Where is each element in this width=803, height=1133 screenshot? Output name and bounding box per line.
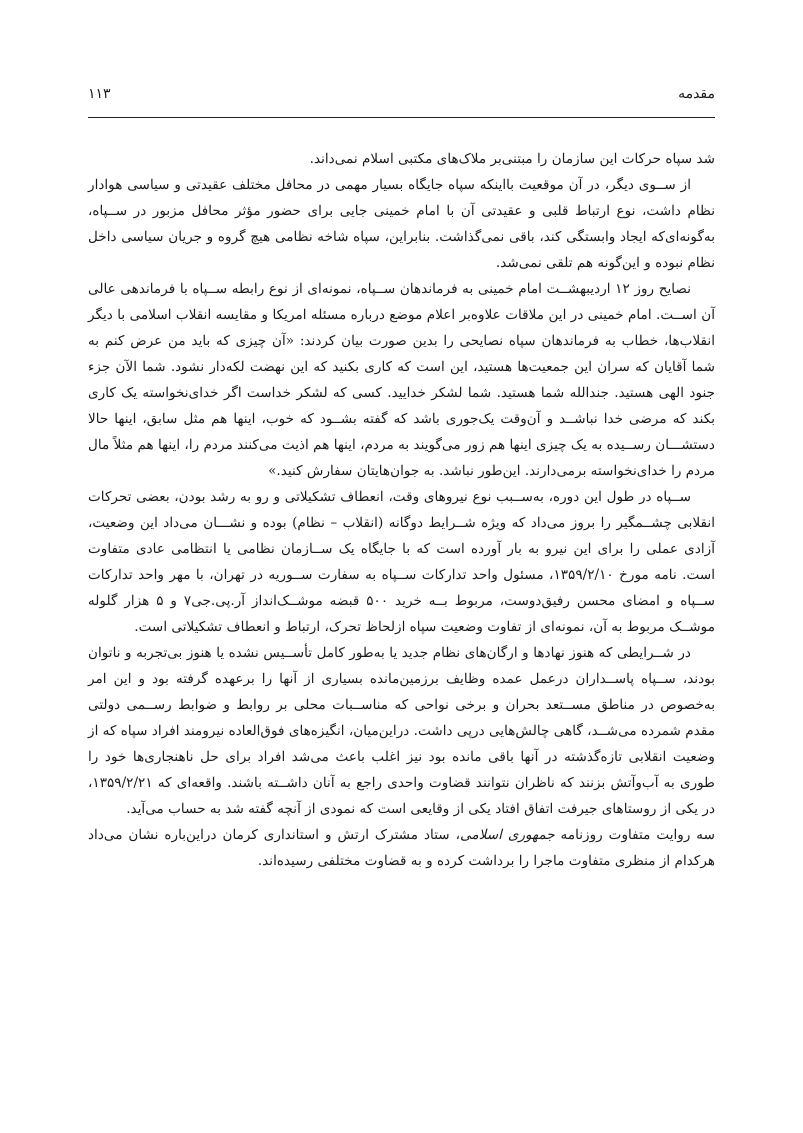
last-paragraph-after: ، ستاد مشترک ارتش و استانداری کرمان دراین‌باره نشان می‌داد هرکدام از منظری متفاوت ماجرا را برداشت کرده و به قضاوت مختلفی رسیده‌اند. xyxy=(88,827,715,869)
page-header xyxy=(88,86,715,110)
paragraph: در شــرایطی که هنوز نهادها و ارگان‌های نظام جدید یا به‌طور کامل تأســیس نشده یا هنوز بی‌تجربه و ناتوان بودند، ســپاه پاســداران درعمل عمده وظایف برزمین‌مانده بسیاری از آنها را برعهده گرفته بود و این امر به‌خصوص در مناطق مســتعد بحران و برخی نواحی که مناســبات محلی بر روابط و ضوابط رســمی دولتی مقدم شمرده می‌شــد، گاهی چالش‌هایی درپی داشت. دراین‌میان، انگیزه‌های فوق‌العاده نیرومند افراد سپاه که از وضعیت انقلابی تازه‌گذشته در آنها باقی مانده بود نیز اغلب باعث می‌شد افراد برای حل ناهنجاری‌ها خود را طوری به آب‌وآتش بزنند که ناظران نتوانند قضاوت واحدی راجع به آنان داشــته باشند. واقعه‌ای که ۱۳۵۹/۲/۲۱، در یکی از روستاهای جیرفت اتفاق افتاد یکی از وقایعی است که نمودی از آنچه گفته شد به حساب می‌آید. xyxy=(88,645,715,817)
paragraph-last xyxy=(88,822,715,874)
last-paragraph-before: سه روایت متفاوت روزنامه xyxy=(554,827,715,843)
running-title: مقدمه xyxy=(678,86,715,102)
body-text xyxy=(88,146,715,874)
paragraph: از ســوی دیگر، در آن موقعیت بااینکه سپاه جایگاه بسیار مهمی در محافل مختلف عقیدتی و سیاسی هوادار نظام داشت، نوع ارتباط قلبی و عقیدتی آن با امام خمینی جایی برای حضور مؤثر محافل مزبور در ســپاه، به‌گونه‌ای‌که ایجاد وابستگی کند، باقی نمی‌گذاشت. بنابراین، سپاه شاخه نظامی هیچ گروه و جریان سیاسی داخل نظام نبوده و این‌گونه هم تلقی نمی‌شد. xyxy=(88,177,715,271)
paragraph: ســپاه در طول این دوره، به‌ســبب نوع نیروهای وقت، انعطاف تشکیلاتی و رو به رشد بودن، بعضی تحرکات انقلابی چشــمگیر را بروز می‌داد که ویژه شــرایط دوگانه (انقلاب – نظام) بوده و نشـــان می‌داد این وضعیت، آزادی عملی را برای این نیرو به بار آورده است که با جایگاه یک ســازمان نظامی یا انتظامی عادی متفاوت است. نامه مورخ ۱۳۵۹/۲/۱۰، مسئول واحد تدارکات ســپاه به سفارت ســوریه در تهران، با مهر واحد تدارکات ســپاه و امضای محسن رفیق‌دوست، مربوط بــه خرید ۵۰۰ قبضه موشــک‌انداز آر.پی.جی۷ و ۵ هزار گلوله موشــک مربوط به آن، نمونه‌ای از تفاوت وضعیت سپاه ازلحاظ تحرک، ارتباط و انعطاف تشکیلاتی است. xyxy=(88,489,716,635)
paragraph-continuation: شد سپاه حرکات این سازمان را مبتنی‌بر ملاک‌های مکتبی اسلام نمی‌داند. xyxy=(309,151,715,167)
paragraph: نصایح روز ۱۲ اردیبهشــت امام خمینی به فرماندهان ســپاه، نمونه‌ای از نوع رابطه ســپاه با فرماندهی عالی آن اســت. امام خمینی در این ملاقات علاوه‌بر اعلام موضع درباره مسئله امریکا و مقایسه انقلاب اسلامی با دیگر انقلاب‌ها، خطاب به فرماندهان سپاه نصایحی را بدین صورت بیان کردند: «آن چیزی که باید من عرض کنم به شما آقایان که سران این جمعیت‌ها هستید، این است که کاری بکنید که این نهضت لکه‌دار نشود. شما الآن جزء جنود الهی هستید. جندالله شما هستید. شما لشکر خدایید. کسی که لشکر خداست اگر خدای‌نخواسته یک کاری بکند که مرضی خدا نباشــد و آن‌وقت یک‌جوری باشد که گفته بشــود که خوب، اینها هم مثل سابق، اینها حالا دستشـــان رســیده به یک چیزی اینها هم زور می‌گویند به مردم، اینها هم اذیت می‌کنند مردم را، اینها هم مثلاً مال مردم را خدای‌نخواسته برمی‌دارند. این‌طور نباشد. به جوان‌هایتان سفارش کنید.» xyxy=(88,281,715,479)
newspaper-title: جمهوری اسلامی xyxy=(460,827,555,843)
header-divider xyxy=(88,117,715,118)
page-number: ۱۱۳ xyxy=(88,86,111,102)
